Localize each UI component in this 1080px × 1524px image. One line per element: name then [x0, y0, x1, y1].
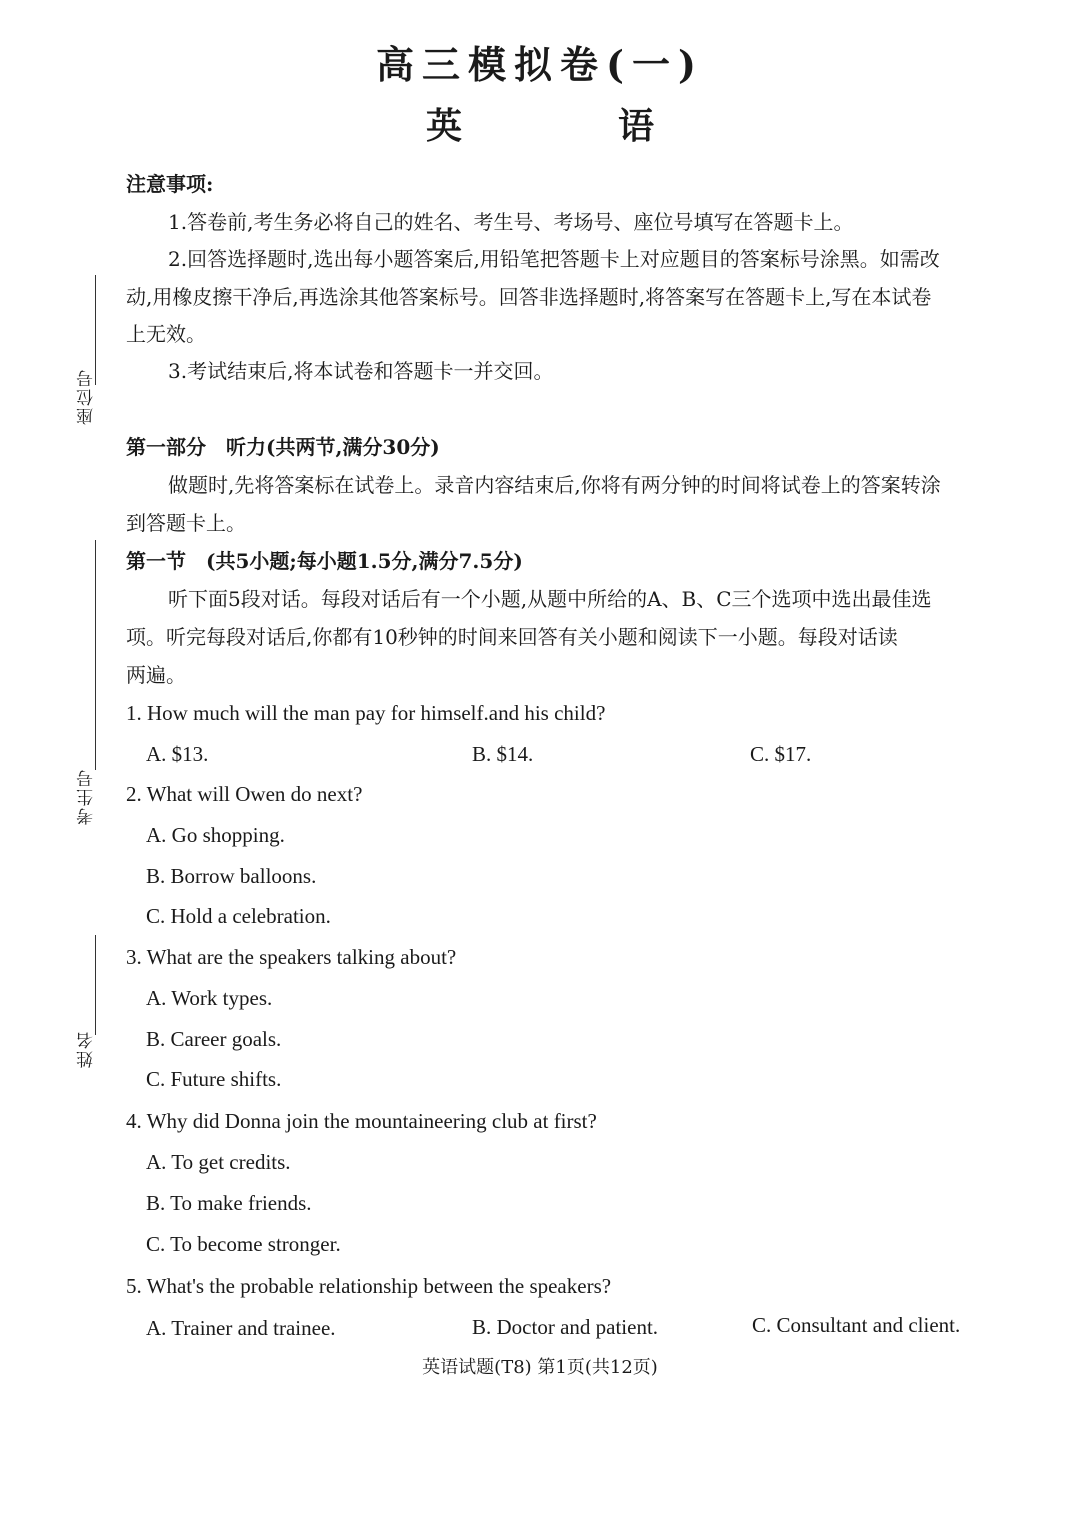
notice-item-2-line-1: 2.回答选择题时,选出每小题答案后,用铅笔把答题卡上对应题目的答案标号涂黑。如需改 [168, 247, 940, 271]
seat-label: 座位号 [77, 368, 97, 425]
question-1-option-a: A. $13. [146, 742, 209, 766]
question-1: 1. How much will the man pay for himself.and his child? [126, 701, 606, 725]
page-footer: 英语试题(T8) 第1页(共12页) [422, 1357, 658, 1378]
question-3-option-a: A. Work types. [146, 986, 273, 1010]
exam-title: 高三模拟卷(一) [376, 42, 704, 87]
section1-instruction-line-3: 两遍。 [126, 663, 186, 687]
question-2-option-c: C. Hold a celebration. [146, 904, 331, 928]
notice-heading: 注意事项: [126, 172, 214, 196]
name-underline [95, 935, 96, 1035]
question-5-option-b: B. Doctor and patient. [472, 1315, 659, 1339]
question-5-option-a: A. Trainer and trainee. [146, 1316, 336, 1340]
part1-title: 第一部分 听力(共两节,满分30分) [126, 435, 440, 459]
question-3-option-c: C. Future shifts. [146, 1067, 282, 1091]
question-4-option-a: A. To get credits. [146, 1150, 291, 1174]
question-2-option-b: B. Borrow balloons. [146, 864, 317, 888]
part1-instruction-line-1: 做题时,先将答案标在试卷上。录音内容结束后,你将有两分钟的时间将试卷上的答案转涂 [168, 473, 941, 497]
notice-item-2-line-3: 上无效。 [126, 322, 206, 346]
exam-no-underline [95, 540, 96, 770]
question-5-option-c: C. Consultant and client. [752, 1313, 961, 1337]
notice-item-2-line-2: 动,用橡皮擦干净后,再选涂其他答案标号。回答非选择题时,将答案写在答题卡上,写在本试卷 [126, 285, 932, 309]
question-1-option-b: B. $14. [472, 742, 534, 766]
question-3-option-b: B. Career goals. [146, 1027, 282, 1051]
question-1-option-c: C. $17. [750, 742, 812, 766]
notice-item-3: 3.考试结束后,将本试卷和答题卡一并交回。 [168, 359, 554, 383]
exam-subject: 英 语 [425, 105, 714, 147]
question-2-option-a: A. Go shopping. [146, 823, 285, 847]
notice-item-1: 1.答卷前,考生务必将自己的姓名、考生号、考场号、座位号填写在答题卡上。 [168, 210, 854, 234]
exam-no-label: 考生号 [77, 768, 97, 825]
name-label: 姓名 [77, 1030, 97, 1068]
question-4-option-c: C. To become stronger. [146, 1232, 341, 1256]
section1-instruction-line-1: 听下面5段对话。每段对话后有一个小题,从题中所给的A、B、C三个选项中选出最佳选 [168, 587, 932, 611]
question-5: 5. What's the probable relationship between the speakers? [126, 1274, 612, 1298]
question-4-option-b: B. To make friends. [146, 1191, 312, 1215]
question-2: 2. What will Owen do next? [126, 782, 363, 806]
question-3: 3. What are the speakers talking about? [126, 945, 457, 969]
part1-instruction-line-2: 到答题卡上。 [126, 511, 246, 535]
section1-instruction-line-2: 项。听完每段对话后,你都有10秒钟的时间来回答有关小题和阅读下一小题。每段对话读 [126, 625, 898, 649]
section1-title: 第一节 (共5小题;每小题1.5分,满分7.5分) [126, 549, 523, 573]
question-4: 4. Why did Donna join the mountaineering club at first? [126, 1109, 597, 1133]
